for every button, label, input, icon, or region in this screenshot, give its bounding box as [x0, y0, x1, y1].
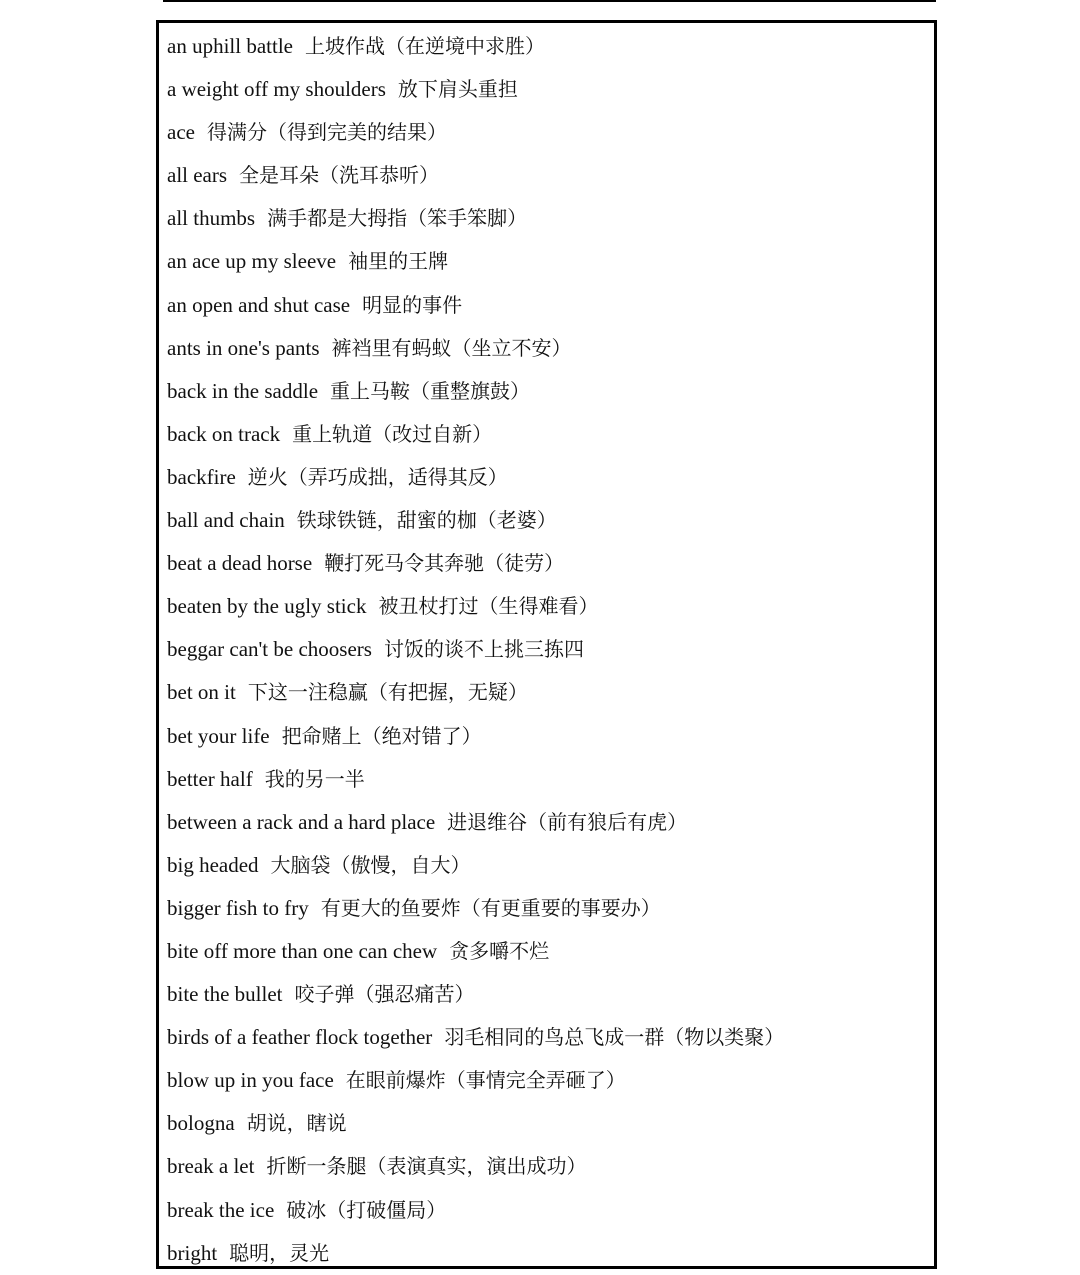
idiom-english: all thumbs	[167, 206, 256, 231]
idiom-entry	[167, 585, 926, 628]
idiom-chinese: 咬子弹（强忍痛苦）	[294, 982, 475, 1007]
idiom-english: bet your life	[167, 723, 270, 748]
idiom-chinese: 上坡作战（在逆境中求胜）	[304, 34, 545, 58]
idiom-entry	[167, 499, 926, 542]
idiom-english: an ace up my sleeve	[167, 249, 337, 274]
idiom-entry	[167, 456, 926, 499]
idiom-list-box	[156, 20, 937, 1269]
idiom-english: blow up in you face	[167, 1068, 334, 1093]
idiom-list	[167, 25, 926, 1275]
idiom-entry	[167, 671, 926, 714]
idiom-entry	[167, 111, 926, 154]
idiom-english: birds of a feather flock together	[167, 1025, 433, 1050]
idiom-entry	[167, 327, 926, 370]
idiom-entry	[167, 758, 926, 801]
idiom-entry	[167, 154, 926, 197]
idiom-english: back on track	[167, 421, 281, 446]
idiom-english: an uphill battle	[167, 34, 293, 58]
idiom-english: big headed	[167, 852, 259, 877]
idiom-chinese: 裤裆里有蚂蚁（坐立不安）	[331, 335, 572, 360]
idiom-entry	[167, 413, 926, 456]
idiom-english: beaten by the ugly stick	[167, 594, 367, 619]
idiom-english: break the ice	[167, 1197, 275, 1222]
idiom-chinese: 羽毛相同的鸟总飞成一群（物以类聚）	[444, 1025, 785, 1050]
idiom-english: between a rack and a hard place	[167, 809, 436, 834]
idiom-chinese: 贪多嚼不烂	[449, 938, 550, 963]
idiom-chinese: 我的另一半	[264, 766, 365, 791]
idiom-chinese: 折断一条腿（表演真实，演出成功）	[266, 1154, 587, 1179]
idiom-entry	[167, 1102, 926, 1145]
idiom-english: bright	[167, 1240, 218, 1265]
idiom-chinese: 下这一注稳赢（有把握，无疑）	[247, 680, 528, 705]
idiom-entry	[167, 1232, 926, 1275]
idiom-english: back in the saddle	[167, 378, 319, 403]
idiom-entry	[167, 628, 926, 671]
idiom-chinese: 重上轨道（改过自新）	[292, 421, 493, 446]
idiom-entry	[167, 887, 926, 930]
idiom-chinese: 放下肩头重担	[397, 77, 518, 102]
idiom-chinese: 把命赌上（绝对错了）	[281, 723, 482, 748]
idiom-entry	[167, 1189, 926, 1232]
idiom-english: bologna	[167, 1111, 235, 1136]
idiom-chinese: 逆火（弄巧成拙，适得其反）	[247, 464, 508, 489]
idiom-english: a weight off my shoulders	[167, 77, 386, 102]
idiom-chinese: 全是耳朵（洗耳恭听）	[239, 163, 440, 188]
idiom-entry	[167, 930, 926, 973]
idiom-chinese: 聪明，灵光	[229, 1240, 330, 1265]
idiom-entry	[167, 370, 926, 413]
idiom-english: ace	[167, 120, 195, 145]
idiom-chinese: 讨饭的谈不上挑三拣四	[383, 637, 584, 662]
idiom-chinese: 重上马鞍（重整旗鼓）	[330, 378, 531, 403]
idiom-chinese: 袖里的王牌	[348, 249, 449, 274]
idiom-chinese: 被丑杖打过（生得难看）	[378, 594, 599, 619]
idiom-chinese: 破冰（打破僵局）	[286, 1197, 447, 1222]
idiom-entry	[167, 197, 926, 240]
idiom-english: bite off more than one can chew	[167, 938, 438, 963]
idiom-entry	[167, 240, 926, 283]
idiom-chinese: 鞭打死马令其奔驰（徒劳）	[324, 551, 565, 576]
idiom-english: break a let	[167, 1154, 255, 1179]
idiom-entry	[167, 973, 926, 1016]
idiom-entry	[167, 1016, 926, 1059]
top-divider	[163, 0, 936, 2]
idiom-english: beggar can't be choosers	[167, 637, 372, 662]
idiom-english: beat a dead horse	[167, 551, 313, 576]
idiom-chinese: 胡说，瞎说	[246, 1111, 347, 1136]
idiom-english: backfire	[167, 464, 236, 489]
idiom-chinese: 在眼前爆炸（事情完全弄砸了）	[345, 1068, 626, 1093]
idiom-entry	[167, 68, 926, 111]
idiom-english: ball and chain	[167, 508, 285, 533]
idiom-entry	[167, 801, 926, 844]
idiom-entry	[167, 1145, 926, 1188]
idiom-chinese: 得满分（得到完美的结果）	[206, 120, 447, 145]
idiom-chinese: 铁球铁链，甜蜜的枷（老婆）	[296, 508, 557, 533]
idiom-chinese: 满手都是大拇指（笨手笨脚）	[267, 206, 528, 231]
idiom-chinese: 进退维谷（前有狼后有虎）	[447, 809, 688, 834]
idiom-chinese: 明显的事件	[362, 292, 463, 317]
idiom-english: bite the bullet	[167, 982, 283, 1007]
idiom-english: all ears	[167, 163, 228, 188]
idiom-chinese: 大脑袋（傲慢，自大）	[270, 852, 471, 877]
idiom-entry	[167, 715, 926, 758]
idiom-english: better half	[167, 766, 253, 791]
idiom-entry	[167, 284, 926, 327]
idiom-entry	[167, 25, 926, 68]
idiom-english: an open and shut case	[167, 292, 351, 317]
idiom-entry	[167, 1059, 926, 1102]
idiom-english: ants in one's pants	[167, 335, 320, 360]
idiom-english: bet on it	[167, 680, 236, 705]
idiom-entry	[167, 542, 926, 585]
idiom-chinese: 有更大的鱼要炸（有更重要的事要办）	[320, 895, 661, 920]
idiom-entry	[167, 844, 926, 887]
idiom-english: bigger fish to fry	[167, 895, 309, 920]
